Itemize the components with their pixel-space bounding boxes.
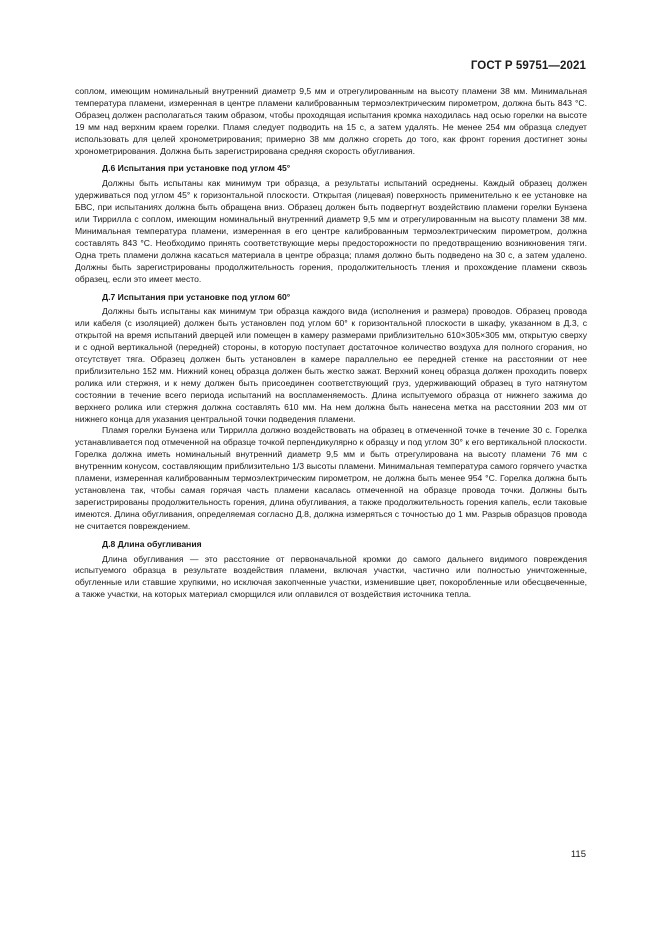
section-heading-d8: Д.8 Длина обугливания [102, 538, 202, 549]
section-d7-paragraph-1: Должны быть испытаны как минимум три образца каждого вида (исполнения и размера) проводов. Образец провода или кабеля (с изоляцией) должен быть установлен под углом 60° к горизонтальной плоскости в шкафу, указанном в Д.3, с открытой на время испытаний дверцей или помещен в камеру размерами приблизительно 610×305×305 мм, открытую сверху и с одной вертикальной (передней) стороны, в которую поступает достаточное количество воздуха для полного сгорания, но отсутствует тяга. Образец должен быть установлен в камере параллельно ее передней стенке на расстоянии от нее приблизительно 152 мм. Нижний конец образца должен быть жестко зажат. Верхний конец образца должен проходить поверх ролика или стержня, и к нему должен быть присоединен соответствующий груз, удерживающий образец в туго натянутом состоянии в течение всего периода испытаний на воспламеняемость. Длина испытуемого образца от нижнего зажима до верхнего ролика или стержня должна составлять 610 мм. На нем должна быть нанесена метка на расстоянии 203 мм от нижнего конца для указания центральной точки подведения пламени. [75, 306, 587, 424]
intro-paragraph: соплом, имеющим номинальный внутренний диаметр 9,5 мм и отрегулированным на высоту пламени 38 мм. Минимальная температура пламени, измеренная в центре пламени калиброванным термоэлектрическим пирометром, должна быть 843 °С. Образец должен располагаться таким образом, чтобы проходящая испытания кромка находилась над осью горелки на высоте 19 мм над верхним краем горелки. Пламя следует подводить на 15 с, а затем удалять. Не менее 254 мм образца следует использовать для целей хронометрирования; примерно 38 мм должно сгореть до того, как фронт горения достигнет зоны хронометрирования. Должна быть зарегистрирована средняя скорость обугливания. [75, 86, 587, 156]
section-d7-paragraph-2: Пламя горелки Бунзена или Тиррилла должно воздействовать на образец в отмеченной точке в течение 30 с. Горелка устанавливается под отмеченной на образце точкой перпендикулярно к образцу и под углом 30° к его вертикальной плоскости. Горелка должна иметь номинальный внутренний диаметр 9,5 мм и быть отрегулирована на высоту пламени 76 мм с внутренним конусом, составляющим приблизительно 1/3 высоты пламени. Минимальная температура самого горячего участка пламени, измеренная калиброванным термоэлектрическим пирометром, не должна быть менее 954 °С. Горелка должна быть установлена так, чтобы самая горячая часть пламени касалась отмеченной на образце провода точки. Должны быть зарегистрированы продолжительность горения, длина обугливания, а также продолжительность горения капель, если таковые имеются. Длина обугливания, определяемая согласно Д.8, должна измеряться с точностью до 1 мм. Разрыв образцов провода не считается повреждением. [75, 425, 587, 531]
section-heading-d6: Д.6 Испытания при установке под углом 45° [102, 163, 291, 174]
section-heading-d7: Д.7 Испытания при установке под углом 60° [102, 291, 291, 302]
page-number: 115 [570, 849, 586, 860]
section-d6-paragraph: Должны быть испытаны как минимум три образца, а результаты испытаний осреднены. Каждый образец должен удерживаться под углом 45° к горизонтальной плоскости. Открытая (лицевая) поверхность применительно к ее установке на БВС, при испытаниях должна быть обращена вниз. Образец должен быть подвергнут воздействию пламени горелки Бунзена или Тиррилла с соплом, имеющим номинальный внутренний диаметр 9,5 мм и отрегулированным на высоту пламени 38 мм. Минимальная температура пламени, измеренная в его центре калиброванным термоэлектрическим пирометром, должна составлять 843 °С. Необходимо принять соответствующие меры предосторожности по предотвращению возникновения тяги. Одна треть пламени должна касаться материала в центре образца; пламя должно быть подведено на 30 с, а затем удалено. Должны быть зарегистрированы продолжительность горения, продолжительность тления и прохождение пламени сквозь образец, если это имеет место. [75, 178, 587, 284]
standard-id-header: ГОСТ Р 59751—2021 [470, 60, 586, 72]
section-d8-paragraph: Длина обугливания — это расстояние от первоначальной кромки до самого дальнего видимого повреждения испытуемого образца в результате воздействия пламени, включая участки, частично или полностью уничтоженные, обугленные или ставшие хрупкими, но исключая закопченные участки, изменившие цвет, покоробленные или обесцвеченные, а также участки, на которых материал сморщился или оплавился от воздействия источника тепла. [75, 553, 587, 600]
document-body [75, 86, 587, 601]
